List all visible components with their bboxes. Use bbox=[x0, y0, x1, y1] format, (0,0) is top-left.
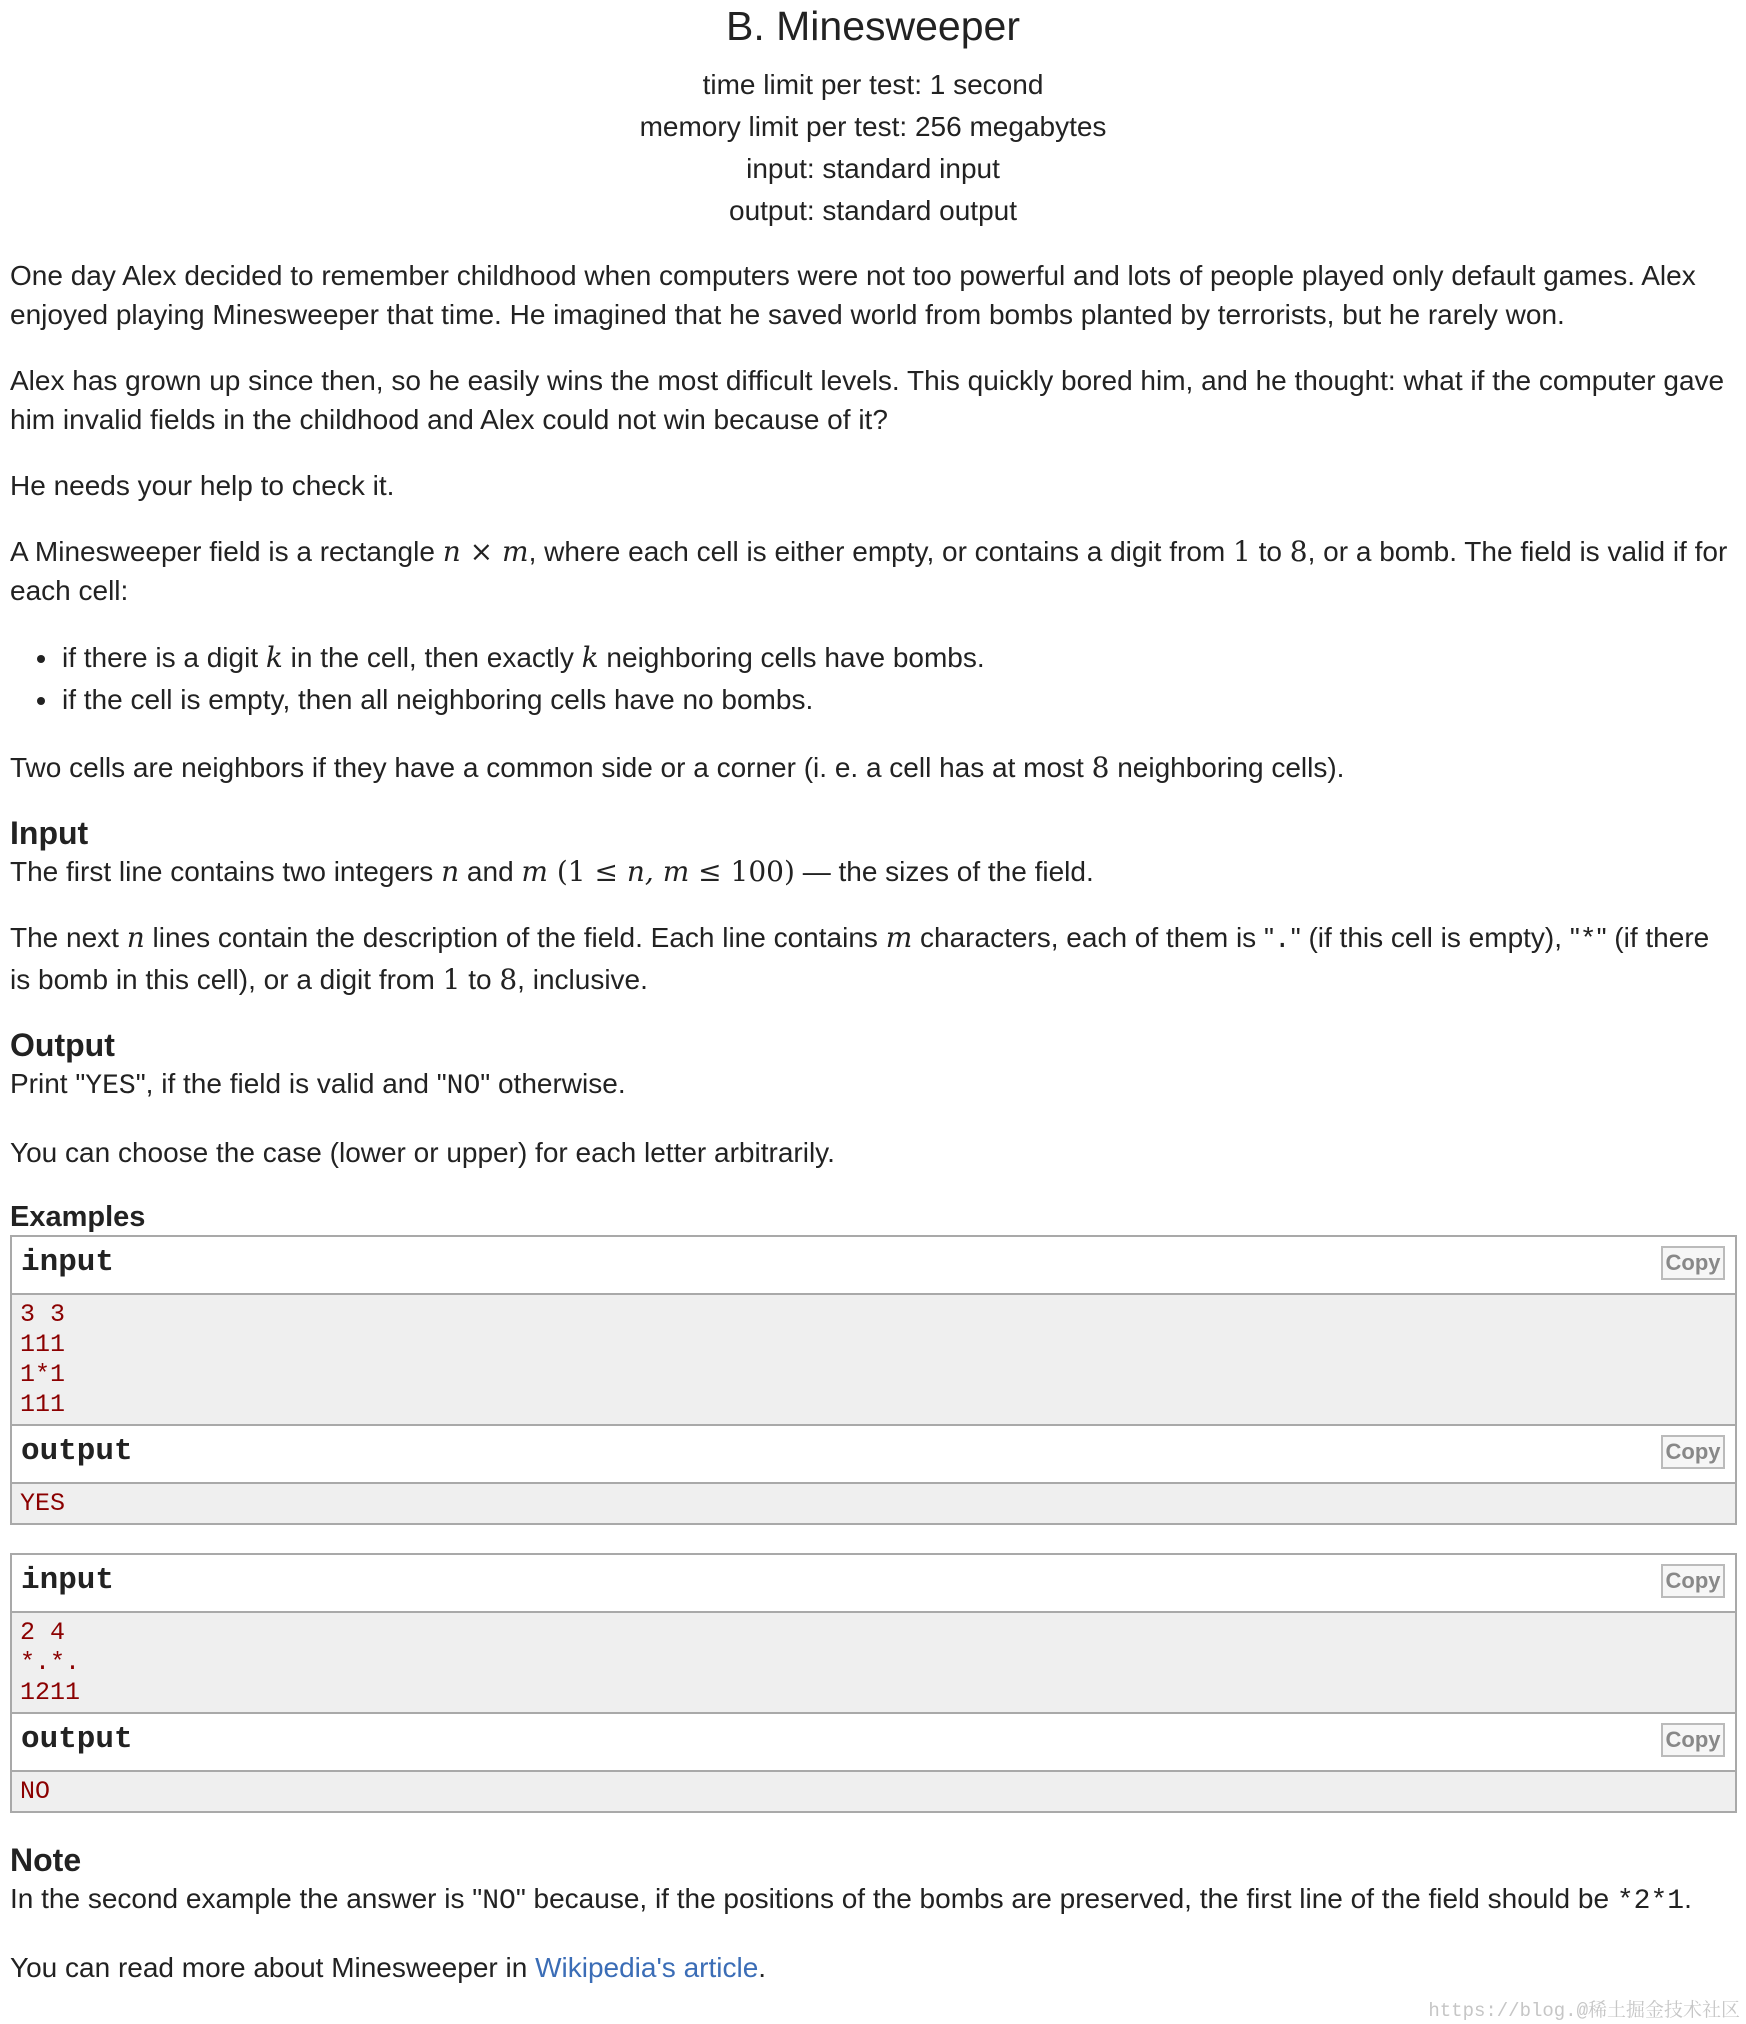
math-var: n bbox=[126, 921, 145, 954]
list-item: • if the cell is empty, then all neighboring cells have no bombs. bbox=[60, 679, 1736, 721]
math-var: m bbox=[885, 921, 913, 954]
text-fragment: You can read more about Minesweeper in bbox=[10, 1952, 536, 1983]
text-fragment: . bbox=[758, 1952, 767, 1983]
example-input-content: 3 3 111 1*1 111 bbox=[12, 1295, 1735, 1424]
text-fragment: characters, each of them is " bbox=[912, 922, 1274, 953]
code-char: . bbox=[1273, 925, 1291, 956]
math-var: k bbox=[581, 641, 599, 674]
output-specification bbox=[10, 1026, 1736, 1172]
problem-header bbox=[10, 0, 1736, 232]
math-op: × bbox=[460, 535, 502, 568]
input-type: input: standard input bbox=[746, 153, 1000, 184]
input-label: input bbox=[21, 1245, 115, 1280]
list-item bbox=[60, 637, 1736, 679]
text-fragment: " (if this cell is empty), " bbox=[1290, 922, 1580, 953]
input-section-title: Input bbox=[10, 815, 89, 851]
wikipedia-link[interactable]: Wikipedia's article bbox=[535, 1952, 759, 1983]
code-text: YES bbox=[85, 1071, 136, 1102]
math-var: m bbox=[502, 535, 529, 568]
copy-button[interactable]: Copy bbox=[1661, 1723, 1725, 1757]
output-paragraph-2: You can choose the case (lower or upper) for each letter arbitrarily. bbox=[10, 1137, 835, 1168]
text-fragment: ", if the field is valid and " bbox=[135, 1068, 447, 1099]
math-num: 1 bbox=[442, 963, 461, 996]
math-var: n bbox=[442, 535, 461, 568]
code-text: *2*1 bbox=[1616, 1886, 1685, 1917]
text-fragment: . bbox=[1684, 1883, 1692, 1914]
text-fragment: " because, if the positions of the bombs are preserved, the first line of the field should be bbox=[515, 1883, 1617, 1914]
example-output-content: NO bbox=[12, 1772, 1735, 1811]
output-type: output: standard output bbox=[729, 195, 1017, 226]
statement-paragraph-4 bbox=[10, 532, 1736, 610]
text-fragment: to bbox=[460, 964, 500, 995]
math-var: m bbox=[521, 855, 548, 888]
input-paragraph-1 bbox=[10, 852, 1736, 891]
copy-button[interactable]: Copy bbox=[1661, 1246, 1725, 1280]
text-fragment: " (if there is bomb in this cell), or a digit from bbox=[10, 922, 1710, 995]
text-fragment: , or a bomb. The field is valid if for each cell: bbox=[10, 536, 1728, 606]
example-input-content: 2 4 *.*. 1211 bbox=[12, 1613, 1735, 1712]
text-fragment: Two cells are neighbors if they have a common side or a corner (i. e. a cell has at most bbox=[10, 752, 1092, 783]
math-op: (1 ≤ bbox=[547, 855, 627, 888]
output-section-title: Output bbox=[10, 1027, 115, 1063]
statement-paragraph-5 bbox=[10, 748, 1736, 787]
output-label: output bbox=[21, 1722, 133, 1757]
input-label: input bbox=[21, 1563, 115, 1598]
text-fragment: neighboring cells). bbox=[1109, 752, 1345, 783]
problem-statement bbox=[10, 256, 1736, 787]
examples-section bbox=[10, 1199, 1736, 1813]
note-section bbox=[10, 1841, 1736, 1987]
math-var: n, m bbox=[626, 855, 690, 888]
statement-paragraph-2: Alex has grown up since then, so he easily wins the most difficult levels. This quickly bored him, and he thought: what if the computer gave him invalid fields in the childhood and Alex could not win because of it? bbox=[10, 365, 1725, 435]
input-paragraph-2 bbox=[10, 918, 1736, 999]
example-output-content: YES bbox=[12, 1484, 1735, 1523]
validity-rules-list bbox=[10, 637, 1736, 721]
output-label: output bbox=[21, 1434, 133, 1469]
code-text: NO bbox=[482, 1886, 516, 1917]
copy-button[interactable]: Copy bbox=[1661, 1435, 1725, 1469]
text-fragment: " otherwise. bbox=[480, 1068, 626, 1099]
statement-paragraph-3: He needs your help to check it. bbox=[10, 470, 395, 501]
example-1 bbox=[10, 1235, 1737, 1525]
note-paragraph-1 bbox=[10, 1879, 1736, 1921]
code-text: NO bbox=[446, 1071, 481, 1102]
math-num: 8 bbox=[1289, 535, 1308, 568]
text-fragment: , where each cell is either empty, or contains a digit from bbox=[528, 536, 1234, 567]
time-limit: time limit per test: 1 second bbox=[702, 69, 1044, 100]
example-input-header bbox=[12, 1555, 1735, 1613]
math-var: n bbox=[441, 855, 460, 888]
math-num: 8 bbox=[499, 963, 518, 996]
note-paragraph-2 bbox=[10, 1948, 1736, 1987]
input-specification bbox=[10, 814, 1736, 999]
problem-title: B. Minesweeper bbox=[726, 3, 1020, 49]
math-num: 8 bbox=[1091, 751, 1110, 784]
text-fragment: The next bbox=[10, 922, 127, 953]
watermark: https://blog.@稀土掘金技术社区 bbox=[1428, 2000, 1740, 2022]
statement-paragraph-1: One day Alex decided to remember childhood when computers were not too powerful and lots of people played only default games. Alex enjoyed playing Minesweeper that time. He imagined that he saved world from bombs planted by terrorists, but he rarely won. bbox=[10, 260, 1696, 330]
text-fragment: The first line contains two integers bbox=[10, 856, 442, 887]
text-fragment: in the cell, then exactly bbox=[282, 642, 582, 673]
text-fragment: A Minesweeper field is a rectangle bbox=[10, 536, 443, 567]
example-2 bbox=[10, 1553, 1737, 1813]
copy-button[interactable]: Copy bbox=[1661, 1564, 1725, 1598]
text-fragment: to bbox=[1250, 536, 1290, 567]
examples-title: Examples bbox=[10, 1201, 146, 1233]
text-fragment: and bbox=[459, 856, 522, 887]
example-output-header bbox=[12, 1424, 1735, 1484]
text-fragment: lines contain the description of the field. Each line contains bbox=[144, 922, 886, 953]
text-fragment: if there is a digit bbox=[62, 642, 266, 673]
math-var: k bbox=[265, 641, 283, 674]
example-output-header bbox=[12, 1712, 1735, 1772]
text-fragment: neighboring cells have bombs. bbox=[598, 642, 985, 673]
memory-limit: memory limit per test: 256 megabytes bbox=[639, 111, 1107, 142]
text-fragment: , inclusive. bbox=[517, 964, 648, 995]
text-fragment: — the sizes of the field. bbox=[794, 856, 1094, 887]
math-op: ≤ 100) bbox=[689, 855, 795, 888]
text-fragment: In the second example the answer is " bbox=[10, 1883, 483, 1914]
code-char: * bbox=[1579, 925, 1597, 956]
example-input-header bbox=[12, 1237, 1735, 1295]
output-paragraph-1 bbox=[10, 1064, 1736, 1106]
text-fragment: Print " bbox=[10, 1068, 86, 1099]
math-num: 1 bbox=[1233, 535, 1251, 568]
note-title: Note bbox=[10, 1842, 82, 1878]
